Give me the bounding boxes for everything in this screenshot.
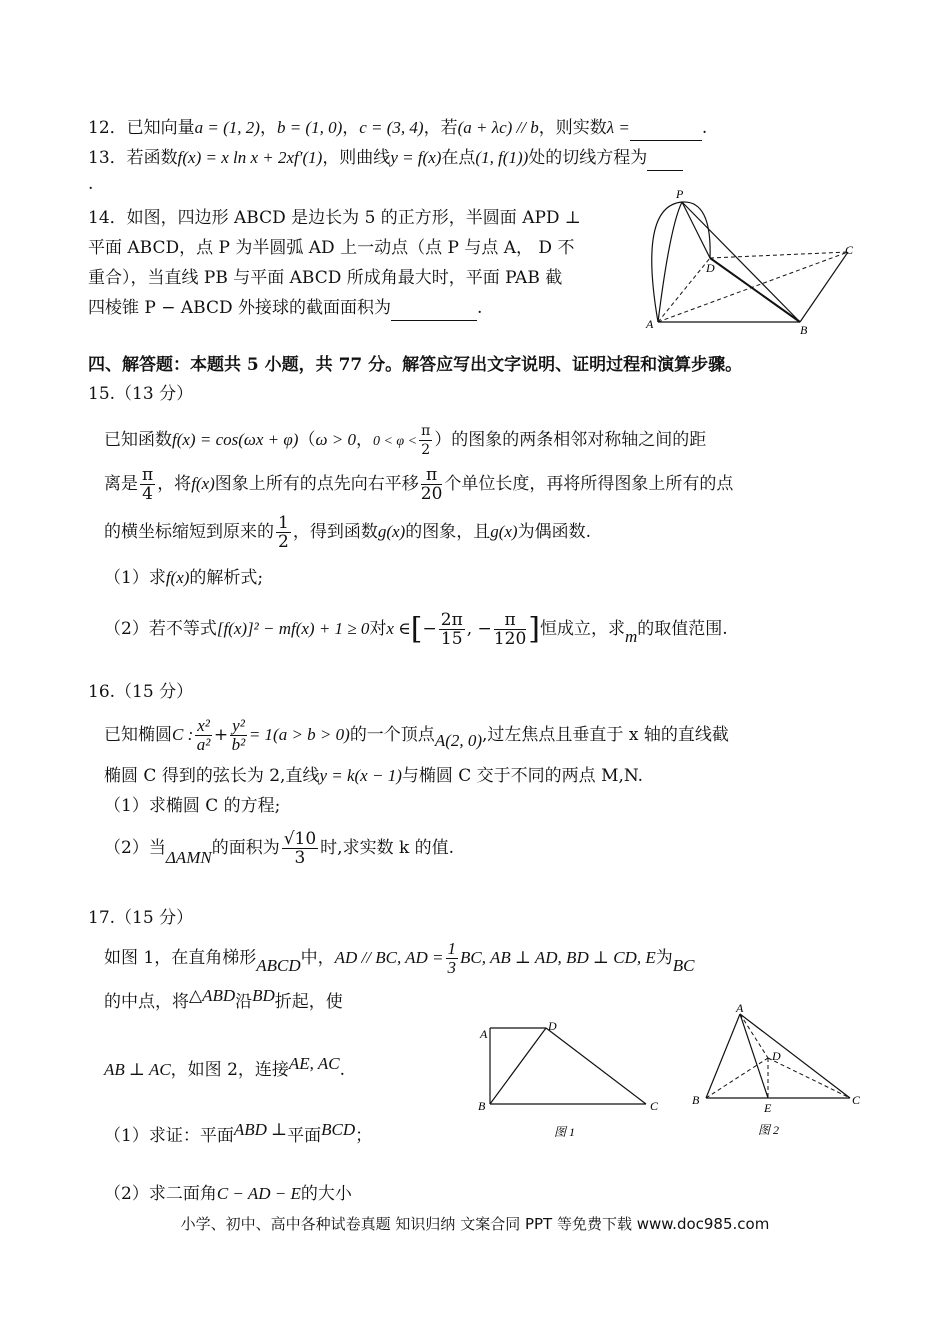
fig1-label-C: C (650, 1099, 659, 1113)
question-17-line2: 的中点，将△ABD沿BD折起，使 (104, 986, 343, 1012)
label-A: A (646, 317, 654, 331)
question-14-line4: 四棱锥 P − ABCD 外接球的截面面积为 . (88, 296, 482, 321)
fig1-label-D: D (548, 1019, 557, 1033)
question-15-line1: 已知函数f(x) = cos(ωx + φ)（ω > 0，0 < φ < $\frac{\pi}{2}$ ）的图象的两条相邻对称轴之间的距 (104, 423, 707, 458)
question-15-heading: 15.（13 分） (88, 384, 194, 404)
question-15-line2: 离是 $\frac{\pi}{4}$ ，将f(x)图象上所有的点先向右平移 $\frac{\pi}{20}$ 个单位长度，再将所得图象上所有的点 (104, 465, 734, 504)
question-14-line3: 重合），当直线 PB 与平面 ABCD 所成角最大时，平面 PAB 截 (88, 268, 563, 288)
label-B: B (800, 323, 808, 337)
question-17-line1: 如图 1，在直角梯形ABCD中，AD // BC, AD = $\frac{1}{3}$ BC, AB ⊥ AD, BD ⊥ CD, E为BC (104, 939, 695, 977)
question-15-part1: （1）求f(x)的解析式; (104, 568, 264, 588)
section-heading: 四、解答题：本题共 5 小题，共 77 分。解答应写出文字说明、证明过程和演算步骤。 (88, 355, 743, 375)
trapezoid-figure-1 (474, 1018, 674, 1144)
question-16-part2: （2）当ΔAMN的面积为 $\frac{√10}{3}$ 时,求实数 k 的值. (104, 829, 455, 868)
page-footer: 小学、初中、高中各种试卷真题 知识归纳 文案合同 PPT 等免费下载 www.doc985.com (180, 1215, 770, 1233)
label-P: P (676, 187, 684, 201)
question-13-dot: . (88, 174, 94, 194)
answer-blank (391, 296, 477, 321)
question-14-line2: 平面 ABCD，点 P 为半圆弧 AD 上一动点（点 P 与点 A， D 不 (88, 238, 575, 258)
question-14-line1: 14．如图，四边形 ABCD 是边长为 5 的正方形，半圆面 APD ⊥ (88, 208, 581, 228)
fig1-label-A: A (480, 1027, 488, 1041)
question-17-part1: （1）求证：平面ABD ⊥平面BCD； (104, 1120, 373, 1146)
fig1-label-B: B (478, 1099, 486, 1113)
question-17-part2: （2）求二面角C − AD − E的大小 (104, 1184, 352, 1204)
question-16-line2: 椭圆 C 得到的弦长为 2,直线y = k(x − 1)与椭圆 C 交于不同的两点 M,N. (104, 766, 644, 786)
answer-blank (630, 116, 702, 141)
fig2-label-C: C (852, 1093, 861, 1107)
fig2-label-B: B (692, 1093, 700, 1107)
figure-2-caption: 图 2 (758, 1123, 780, 1137)
fig2-label-E: E (764, 1101, 772, 1115)
question-16-line1: 已知椭圆C : $\frac{\text{x²}}{\text{a²}}$ + $\frac{\text{y²}}{\text{b²}}$ = 1(a > b > 0)的一个顶点A(2, 0),过左焦点且垂直于 x 轴的直线截 (104, 716, 729, 754)
question-13: 13．若函数f(x) = x ln x + 2xf′(1)，则曲线y = f(x)在点(1, f(1))处的切线方程为 (88, 146, 683, 171)
question-16-part1: （1）求椭圆 C 的方程; (104, 796, 281, 816)
figure-1-caption: 图 1 (554, 1125, 576, 1139)
pyramid-figure (640, 186, 860, 336)
label-C: C (845, 243, 854, 257)
folded-figure-2 (684, 1002, 874, 1144)
question-17-heading: 17.（15 分） (88, 908, 194, 928)
question-15-part2: （2）若不等式[f(x)]² − mf(x) + 1 ≥ 0对x ∈[− $\frac{2\pi}{15}$ , − $\frac{\pi}{120}$ ]恒成立，求m的取值范围. (104, 610, 728, 649)
fig2-label-D: D (772, 1049, 781, 1063)
question-12: 12．已知向量a = (1, 2)，b = (1, 0)，c = (3, 4)，若(a + λc) // b，则实数λ = . (88, 116, 707, 141)
question-16-heading: 16.（15 分） (88, 682, 194, 702)
question-15-line3: 的横坐标缩短到原来的 $\frac{1}{2}$ ，得到函数g(x)的图象，且g(x)为偶函数. (104, 513, 591, 552)
answer-blank (647, 146, 683, 171)
question-17-line3: AB ⊥ AC，如图 2，连接AE, AC. (104, 1054, 345, 1080)
label-D: D (706, 261, 715, 275)
fig2-label-A: A (736, 1001, 744, 1015)
